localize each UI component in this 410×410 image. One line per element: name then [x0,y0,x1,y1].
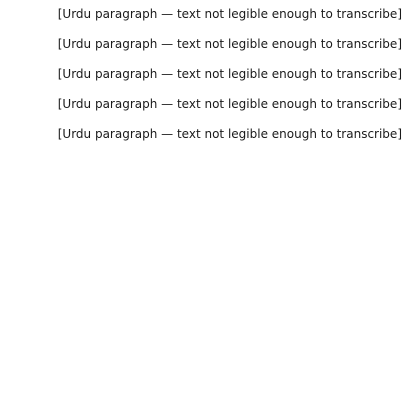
paragraph-4 [8,92,402,116]
paragraph-2 [8,32,402,56]
paragraph-4-text: [Urdu paragraph — text not legible enough to transcribe] [57,97,402,111]
paragraph-3-text: [Urdu paragraph — text not legible enough to transcribe] [57,67,402,81]
paragraph-3 [8,62,402,86]
paragraph-1-text: [Urdu paragraph — text not legible enough to transcribe] [57,7,402,21]
paragraph-2-text: [Urdu paragraph — text not legible enough to transcribe] [57,37,402,51]
paragraph-5-text: [Urdu paragraph — text not legible enough to transcribe] [57,127,402,141]
paragraph-1 [8,2,402,26]
paragraph-5 [8,122,402,146]
